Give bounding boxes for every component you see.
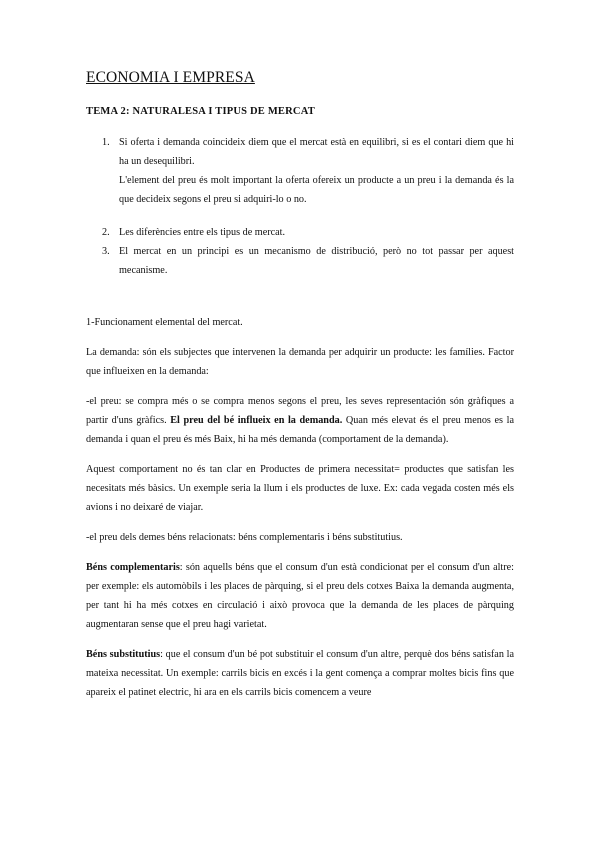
list-item — [86, 242, 514, 280]
bold-term: Béns complementaris — [86, 562, 180, 573]
document-body — [86, 68, 514, 702]
list-item — [86, 223, 514, 242]
list-item-text: L'element del preu és molt important la oferta ofereix un producte a un preu i la demanda és la que decideix segons el preu si adquiri-lo o no. — [119, 175, 514, 205]
paragraph-substitutius — [86, 645, 514, 702]
list-item-text: Si oferta i demanda coincideix diem que el mercat està en equilibri, si es el contari diem que hi ha un desequilibri. — [119, 137, 514, 167]
list-number: 2. — [102, 227, 110, 238]
list-item-text: Les diferències entre els tipus de mercat. — [119, 227, 286, 238]
list-number: 1. — [102, 137, 110, 148]
topic-heading: TEMA 2: NATURALESA I TIPUS DE MERCAT — [86, 106, 315, 117]
paragraph-bens-relacionats: -el preu dels demes béns relacionats: béns complementaris i béns substitutius. — [86, 532, 403, 543]
text-run: : que el consum d'un bé pot substituir el consum d'un altre, perquè dos béns satisfan la mateixa necessitat. Un exemple: carrils bicis en excés i la gent comença a comprar moltes bicis fins que apareix el patinet electric, hi ara en els carrils bicis comencem a veure — [86, 649, 515, 698]
bold-term: Béns substitutius — [86, 649, 161, 660]
text-run: -el preu: se compra més o se compra menos segons el preu, les seves representación són gràfiques a partir d'uns gràfics. — [86, 396, 514, 426]
numbered-list — [86, 133, 514, 280]
list-item — [86, 133, 514, 209]
paragraph-demanda: La demanda: són els subjectes que intervenen la demanda per adquirir un producte: les famílies. Factor que influeixen en la demanda: — [86, 347, 514, 377]
list-item-text: El mercat en un principi es un mecanismo de distribució, però no tot passar per aquest mecanisme. — [119, 246, 514, 276]
text-run: Quan més elevat és el preu menos es la demanda i quan el preu és més Baix, hi ha més demanda (comportament de la demanda). — [86, 415, 514, 445]
paragraph-comportament: Aquest comportament no és tan clar en Productes de primera necessitat= productes que satisfan les necesitats més bàsics. Un exemple seria la llum i els productes de luxe. Ex: cada vegada costen més els avions i no deixaré de viajar. — [86, 464, 514, 513]
section-heading: 1-Funcionament elemental del mercat. — [86, 317, 243, 328]
document-title: ECONOMIA I EMPRESA — [86, 69, 255, 86]
bold-text: El preu del bé influeix en la demanda. — [170, 415, 343, 426]
paragraph-complementaris — [86, 558, 514, 634]
text-run: : són aquells béns que el consum d'un està condicionat per el consum d'un altre: per exemple: els automòbils i les places de pàrquing, si el preu dels cotxes Baixa la demanda augmenta, per tant hi ha més cotxes en circulació i això provoca que la demanda de les places de pàrquing augmentaran sense que el preu hagi varietat. — [86, 562, 515, 630]
paragraph-preu — [86, 392, 514, 449]
list-number: 3. — [102, 246, 110, 257]
